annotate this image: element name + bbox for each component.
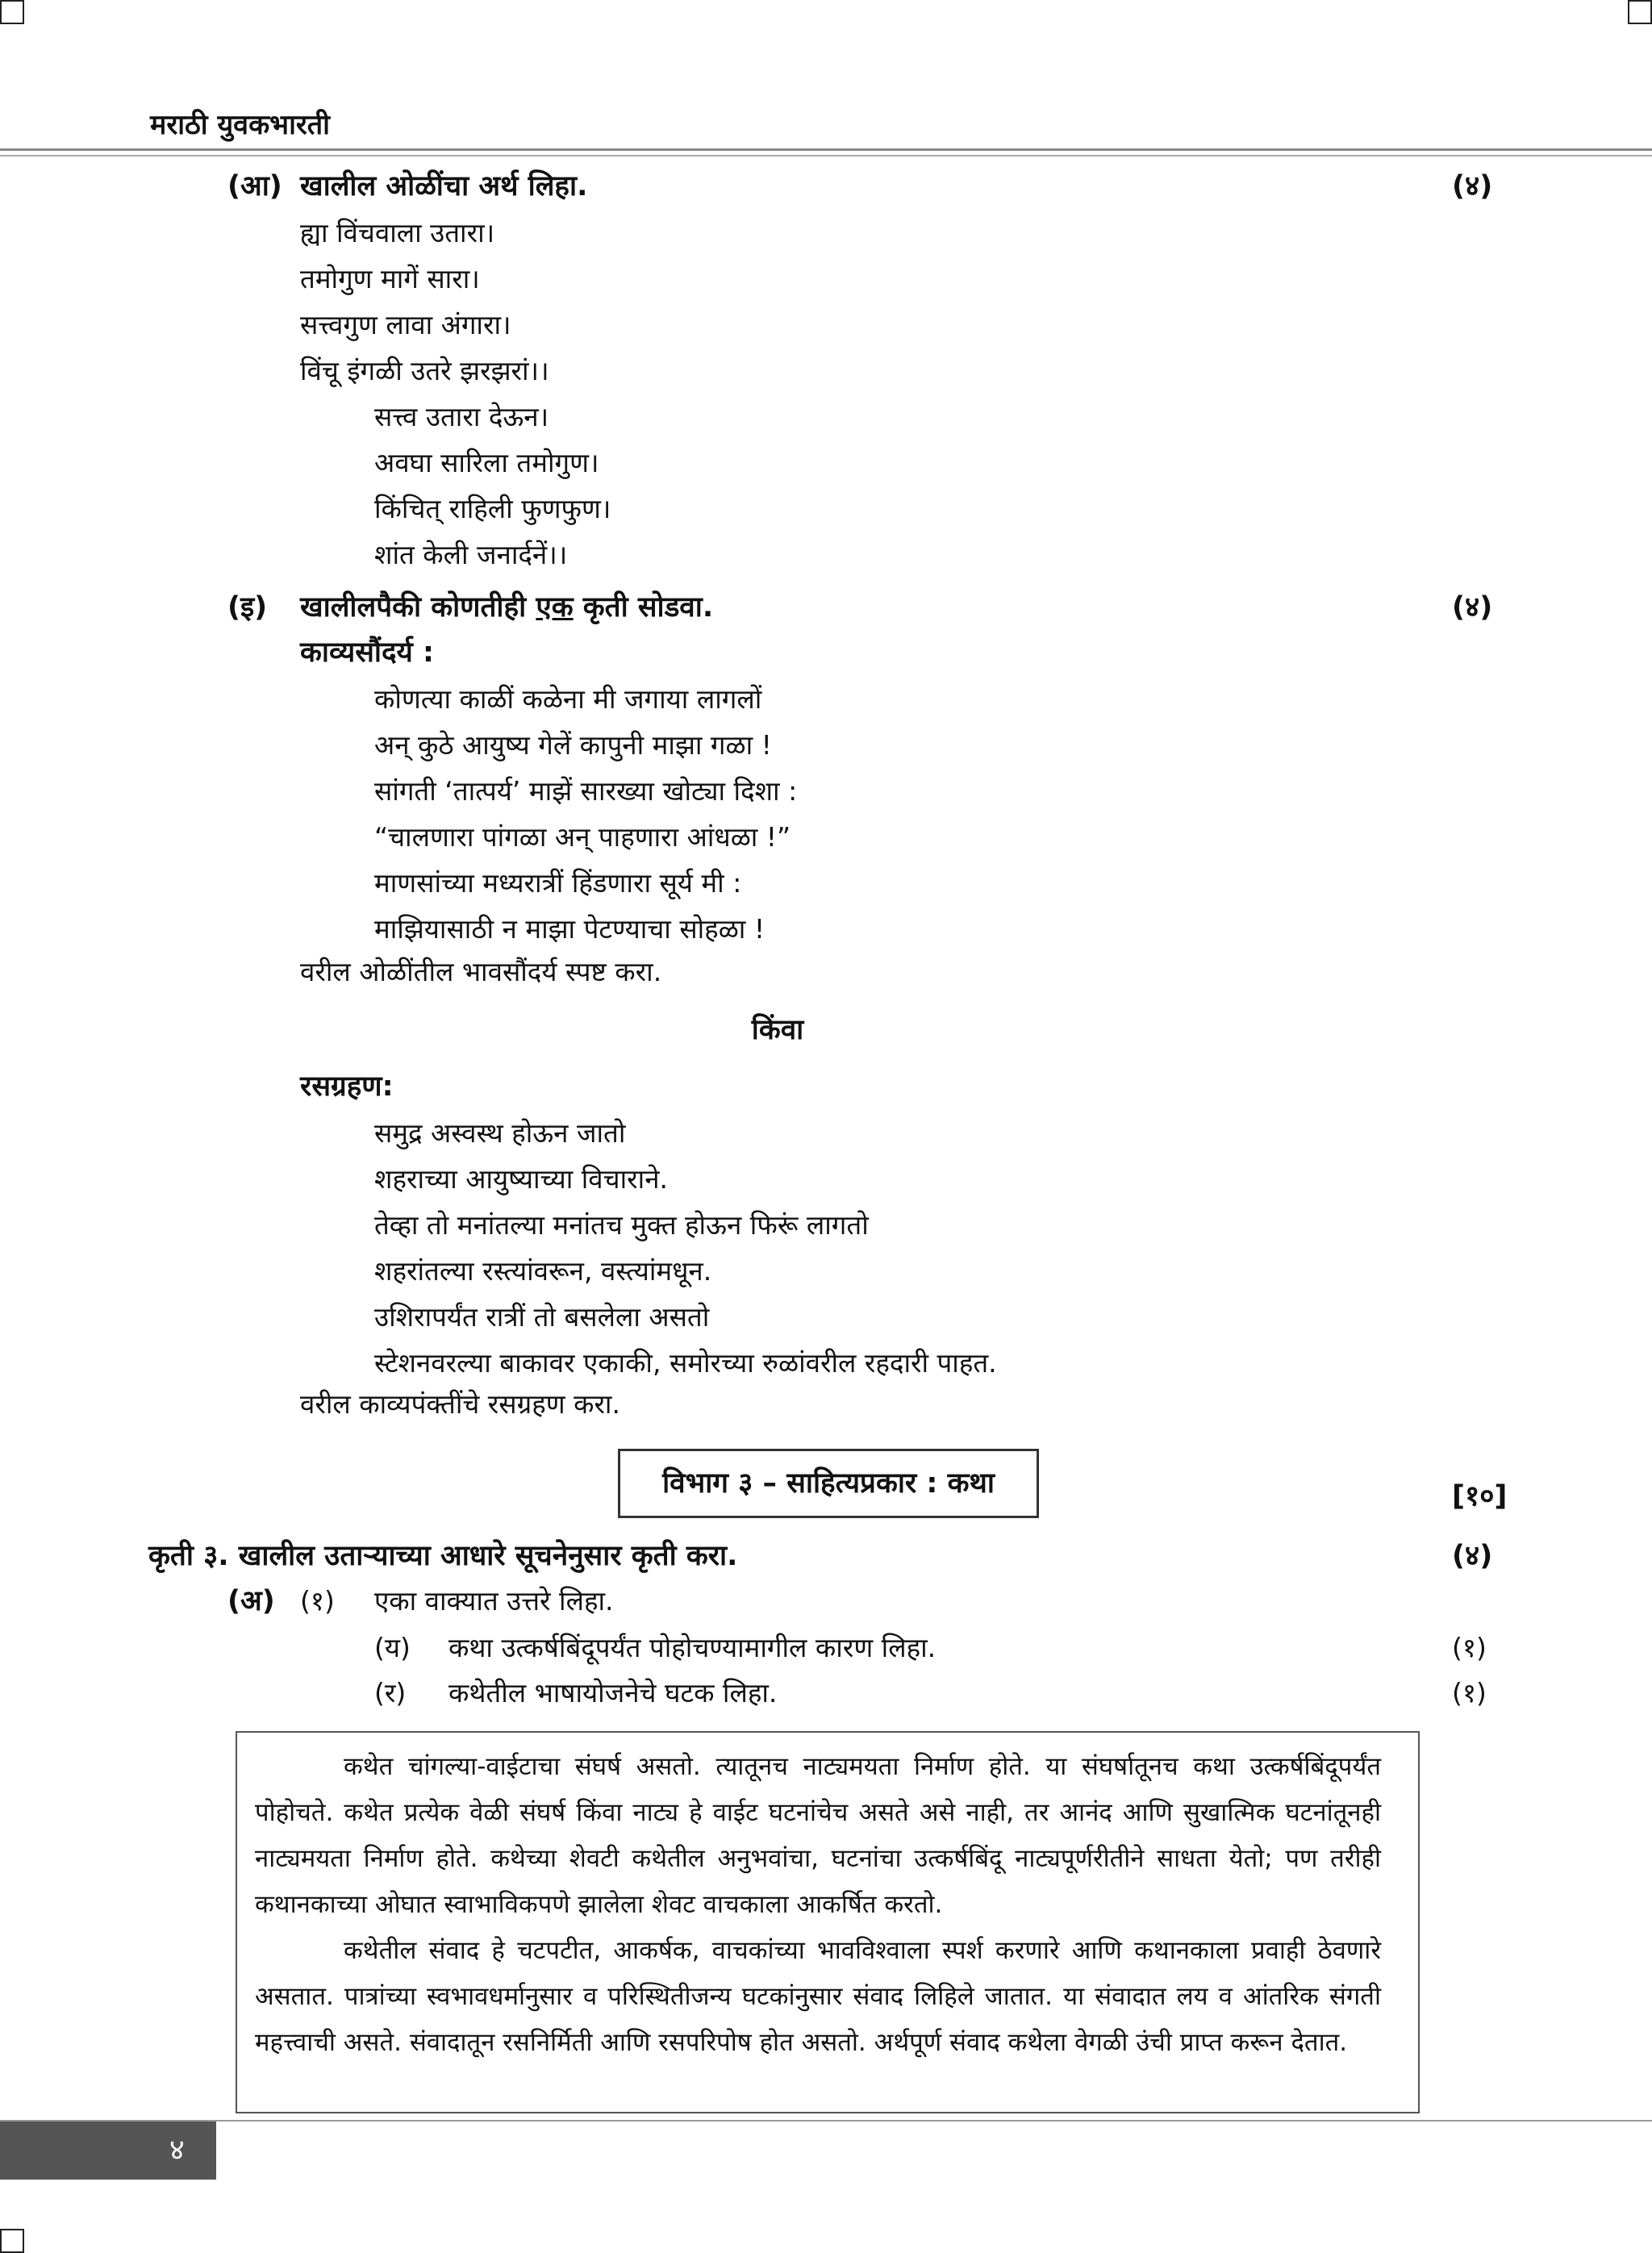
verse-line: सत्त्वगुण लावा अंगारा। (300, 309, 511, 340)
kruti3-title: कृती ३. खालील उताऱ्याच्या आधारे सूचनेनुसार कृती करा. (148, 1540, 738, 1572)
sub-marks-ya: (१) (1452, 1632, 1487, 1663)
verse-line: ह्या विंचवाला उतारा। (300, 217, 495, 248)
poem-line: स्टेशनवरल्या बाकावर एकाकी, समोरच्या रुळांवरील रहदारी पाहत. (374, 1347, 997, 1379)
passage-paragraph: कथेत चांगल्या-वाईटाचा संघर्ष असतो. त्यातूनच नाट्यमयता निर्माण होते. या संघर्षातूनच कथा उत्कर्षबिंदूपर्यंत पोहोचते. कथेत प्रत्येक वेळी संघर्ष किंवा नाट्य हे वाईट घटनांचेच असते असे नाही, तर आनंद आणि सुखात्मिक घटनांतूनही नाट्यमयता निर्माण होते. कथेच्या शेवटी कथेतील अनुभवांचा, घटनांचा उत्कर्षबिंदू नाट्यपूर्णरीतीने साधता येतो; पण तरीही कथानकाच्या ओघात स्वाभाविकपणे झालेला शेवट वाचकाला आकर्षित करतो. (255, 1752, 1381, 1919)
question-title-aa: खालील ओळींचा अर्थ लिहा. (300, 170, 588, 202)
poem-line: समुद्र अस्वस्थ होऊन जातो (374, 1117, 626, 1149)
question-title-i (300, 584, 713, 631)
page-number: ४ (169, 2134, 185, 2167)
footer-rule (0, 2120, 1652, 2122)
verse-lines-b (374, 394, 611, 578)
sub-label-ra: (र) (374, 1677, 407, 1709)
poem-line: “चालणारा पांगळा अन् पाहणारा आंधळा !” (374, 821, 791, 853)
passage-box (236, 1731, 1420, 2113)
verse-line: किंचित् राहिली फुणफुण। (374, 493, 611, 524)
kavya-task: वरील ओळींतील भावसौंदर्य स्पष्ट करा. (300, 956, 662, 987)
question-text-1: एका वाक्यात उत्तरे लिहा. (374, 1585, 614, 1617)
title-part: खालीलपैकी कोणतीही (300, 591, 536, 624)
crop-mark-top-left (0, 0, 24, 24)
sub-text-ya: कथा उत्कर्षबिंदूपर्यंत पोहोचण्यामागील कारण लिहा. (448, 1632, 937, 1663)
subquestion-label-a: (अ) (227, 1585, 275, 1617)
header-rule-top (0, 148, 1652, 151)
question-number-1: (१) (300, 1585, 335, 1617)
crop-mark-bottom-left (0, 2229, 24, 2253)
kavya-heading: काव्यसौंदर्य : (300, 636, 435, 669)
poem-line: उशिरापर्यंत रात्रीं तो बसलेला असतो (374, 1301, 710, 1333)
marks-i: (४) (1452, 591, 1493, 624)
sub-label-ya: (य) (374, 1632, 411, 1663)
or-separator: किंवा (751, 1014, 804, 1046)
rasgrahan-lines (374, 1110, 997, 1386)
header-title: मराठी युवकभारती (150, 109, 330, 141)
verse-line: अवघा सारिला तमोगुण। (374, 447, 599, 478)
verse-lines-a (300, 210, 549, 394)
verse-line: विंचू इंगळी उतरे झरझरां।। (300, 355, 549, 386)
title-part: कृती सोडवा. (573, 591, 714, 624)
passage-paragraph: कथेतील संवाद हे चटपटीत, आकर्षक, वाचकांच्या भावविश्वाला स्पर्श करणारे आणि कथानकाला प्रवाही ठेवणारे असतात. पात्रांच्या स्वभावधर्मानुसार व परिस्थितीजन्य घटकांनुसार संवाद लिहिले जातात. या संवादात लय व आंतरिक संगती महत्त्वाची असते. संवादातून रसनिर्मिती आणि रसपरिपोष होत असतो. अर्थपूर्ण संवाद कथेला वेगळी उंची प्राप्त करून देतात. (255, 1936, 1381, 2057)
section-heading-box (618, 1449, 1039, 1518)
verse-line: सत्त्व उतारा देऊन। (374, 401, 549, 432)
sub-marks-ra: (१) (1452, 1677, 1487, 1709)
sub-text-ra: कथेतील भाषायोजनेचे घटक लिहा. (448, 1677, 778, 1709)
title-emphasis: एक (536, 591, 574, 624)
poem-line: माणसांच्या मध्यरात्रीं हिंडणारा सूर्य मी : (374, 867, 742, 899)
section-heading: विभाग ३ – साहित्यप्रकार : कथा (662, 1467, 995, 1500)
verse-line: शांत केली जनार्दनें।। (374, 539, 568, 570)
marks-aa: (४) (1452, 170, 1493, 202)
section-marks: [१०] (1452, 1480, 1508, 1512)
rasgrahan-heading: रसग्रहण: (300, 1070, 394, 1103)
verse-line: तमोगुण मागें सारा। (300, 263, 480, 294)
poem-line: माझियासाठी न माझा पेटण्याचा सोहळा ! (374, 913, 766, 945)
poem-line: अन् कुठे आयुष्य गेलें कापुनी माझा गळा ! (374, 729, 772, 761)
header-rule-bottom (0, 155, 1652, 156)
poem-line: शहराच्या आयुष्याच्या विचाराने. (374, 1163, 669, 1195)
rasgrahan-task: वरील काव्यपंक्तींचे रसग्रहण करा. (300, 1388, 620, 1420)
footer-page-block (0, 2122, 216, 2180)
question-label-i: (इ) (227, 591, 268, 624)
kruti3-marks: (४) (1452, 1540, 1493, 1572)
poem-line: कोणत्या काळीं कळेना मी जगाया लागलों (374, 683, 762, 715)
poem-line: शहरांतल्या रस्त्यांवरून, वस्त्यांमधून. (374, 1255, 712, 1287)
crop-mark-top-right (1628, 0, 1652, 24)
kavya-lines (374, 676, 797, 952)
question-label-aa: (आ) (227, 170, 282, 202)
poem-line: सांगती ‘तात्पर्य’ माझें सारख्या खोट्या दिशा : (374, 775, 798, 807)
poem-line: तेव्हा तो मनांतल्या मनांतच मुक्त होऊन फिरूं लागतो (374, 1209, 869, 1241)
